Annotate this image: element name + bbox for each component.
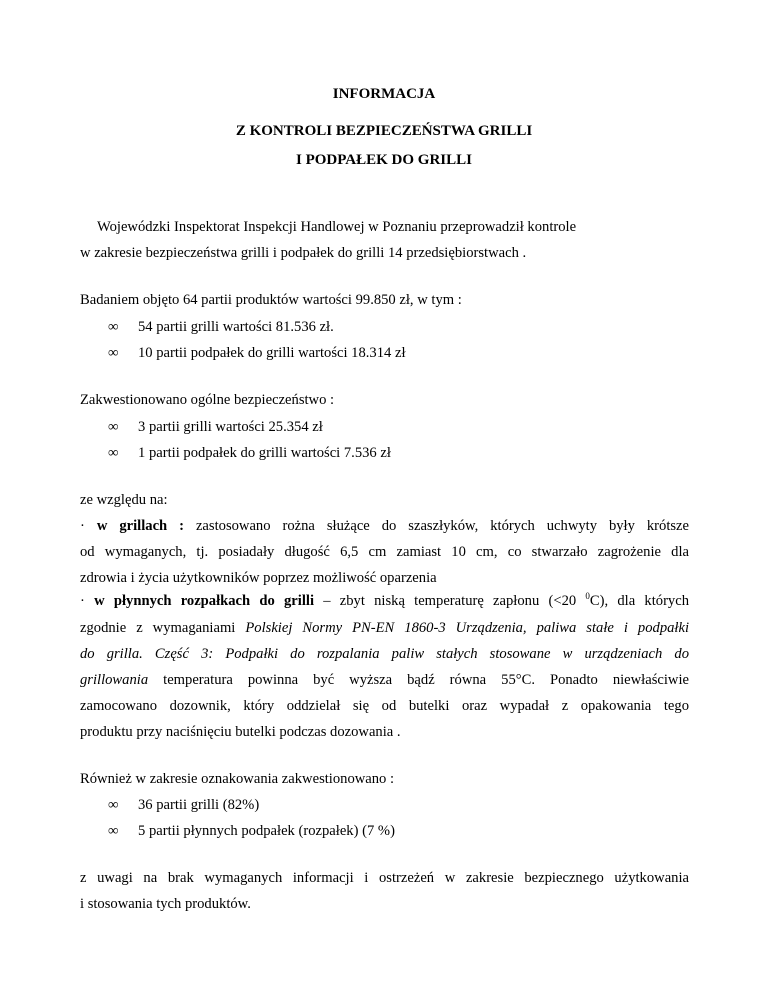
title-informacja: INFORMACJA (332, 86, 436, 102)
safety-item-text: 1 partii podpałek do grilli wartości 7.536 zł (138, 445, 391, 461)
infinity-bullet-icon: ∞ (108, 797, 119, 813)
labeling-item-text: 36 partii grilli (82%) (138, 797, 260, 813)
flash-point-text: – zbyt niską temperaturę zapłonu (<20 (323, 593, 577, 609)
closing-line-2: i stosowania tych produktów. (80, 896, 251, 912)
labeling-heading: Również w zakresie oznakowania zakwestionowano : (80, 771, 395, 787)
labeling-item (108, 797, 259, 814)
reasons-heading: ze względu na: (80, 492, 168, 508)
infinity-bullet-icon: ∞ (108, 345, 119, 361)
safety-item-text: 3 partii grilli wartości 25.354 zł (138, 419, 323, 435)
scope-item-text: 10 partii podpałek do grilli wartości 18.314 zł (138, 345, 406, 361)
flash-point-unit: C), dla których (589, 593, 690, 609)
norm-title-text: grillowania (80, 672, 149, 688)
reason-fluid-text (323, 593, 689, 609)
degree-superscript: 0 (585, 591, 590, 601)
reason-grills-line-3: zdrowia i życia użytkowników poprzez możliwość oparzenia (80, 570, 437, 586)
reason-grills-line-1 (80, 518, 689, 535)
safety-item (108, 419, 323, 436)
infinity-bullet-icon: ∞ (108, 419, 119, 435)
reason-fluid-line-2 (80, 620, 689, 637)
reason-grills-line-2: od wymaganych, tj. posiadały długość 6,5 cm zamiast 10 cm, co stwarzało zagrożenie dla (80, 544, 689, 560)
reason-fluid-line-3 (80, 646, 689, 663)
infinity-bullet-icon: ∞ (108, 319, 119, 335)
intro-line-2: w zakresie bezpieczeństwa grilli i podpałek do grilli 14 przedsiębiorstwach . (80, 245, 527, 261)
intro-line-1: Wojewódzki Inspektorat Inspekcji Handlowej w Poznaniu przeprowadził kontrole (97, 219, 577, 235)
reason-fluid-line-4 (80, 672, 689, 689)
reason-fluid-line-1 (80, 593, 689, 610)
scope-heading: Badaniem objęto 64 partii produktów wartości 99.850 zł, w tym : (80, 292, 462, 308)
closing-line-1: z uwagi na brak wymaganych informacji i ostrzeżeń w zakresie bezpiecznego użytkowania (80, 870, 689, 886)
reason-grills-text: zastosowano rożna służące do szaszłyków, których uchwyty były krótsze (195, 518, 690, 534)
labeling-item-text: 5 partii płynnych podpałek (rozpałek) (7 %) (138, 823, 395, 839)
infinity-bullet-icon: ∞ (108, 823, 119, 839)
scope-item (108, 345, 406, 362)
dot-bullet-icon: · (80, 593, 85, 609)
reason-fluid-label: w płynnych rozpałkach do grilli (94, 593, 315, 609)
reason-fluid-line-5: zamocowano dozownik, który oddzielał się od butelki oraz wypadał z opakowania tego (80, 698, 689, 714)
dot-bullet-icon: · (80, 518, 85, 534)
scope-item (108, 319, 334, 336)
infinity-bullet-icon: ∞ (108, 445, 119, 461)
norm-title-text: Polskiej Normy PN-EN 1860-3 Urządzenia, paliwa stałe i podpałki (245, 620, 689, 636)
temperature-requirement-text: temperatura powinna być wyższa bądź równa 55°C. Ponadto niewłaściwie (163, 672, 689, 688)
safety-heading: Zakwestionowano ogólne bezpieczeństwo : (80, 392, 335, 408)
safety-item (108, 445, 391, 462)
title-subject: Z KONTROLI BEZPIECZEŃSTWA GRILLI (235, 123, 533, 139)
reason-fluid-line-6: produktu przy naciśnięciu butelki podczas dozowania . (80, 724, 401, 740)
title-subject-cont: I PODPAŁEK DO GRILLI (296, 152, 472, 168)
norm-intro-text: zgodnie z wymaganiami (80, 620, 236, 636)
scope-item-text: 54 partii grilli wartości 81.536 zł. (138, 319, 334, 335)
labeling-item (108, 823, 395, 840)
reason-grills-label: w grillach : (96, 518, 184, 534)
norm-title-text: do grilla. Część 3: Podpałki do rozpalania paliw stałych stosowane w urządzeniach do (80, 646, 689, 662)
